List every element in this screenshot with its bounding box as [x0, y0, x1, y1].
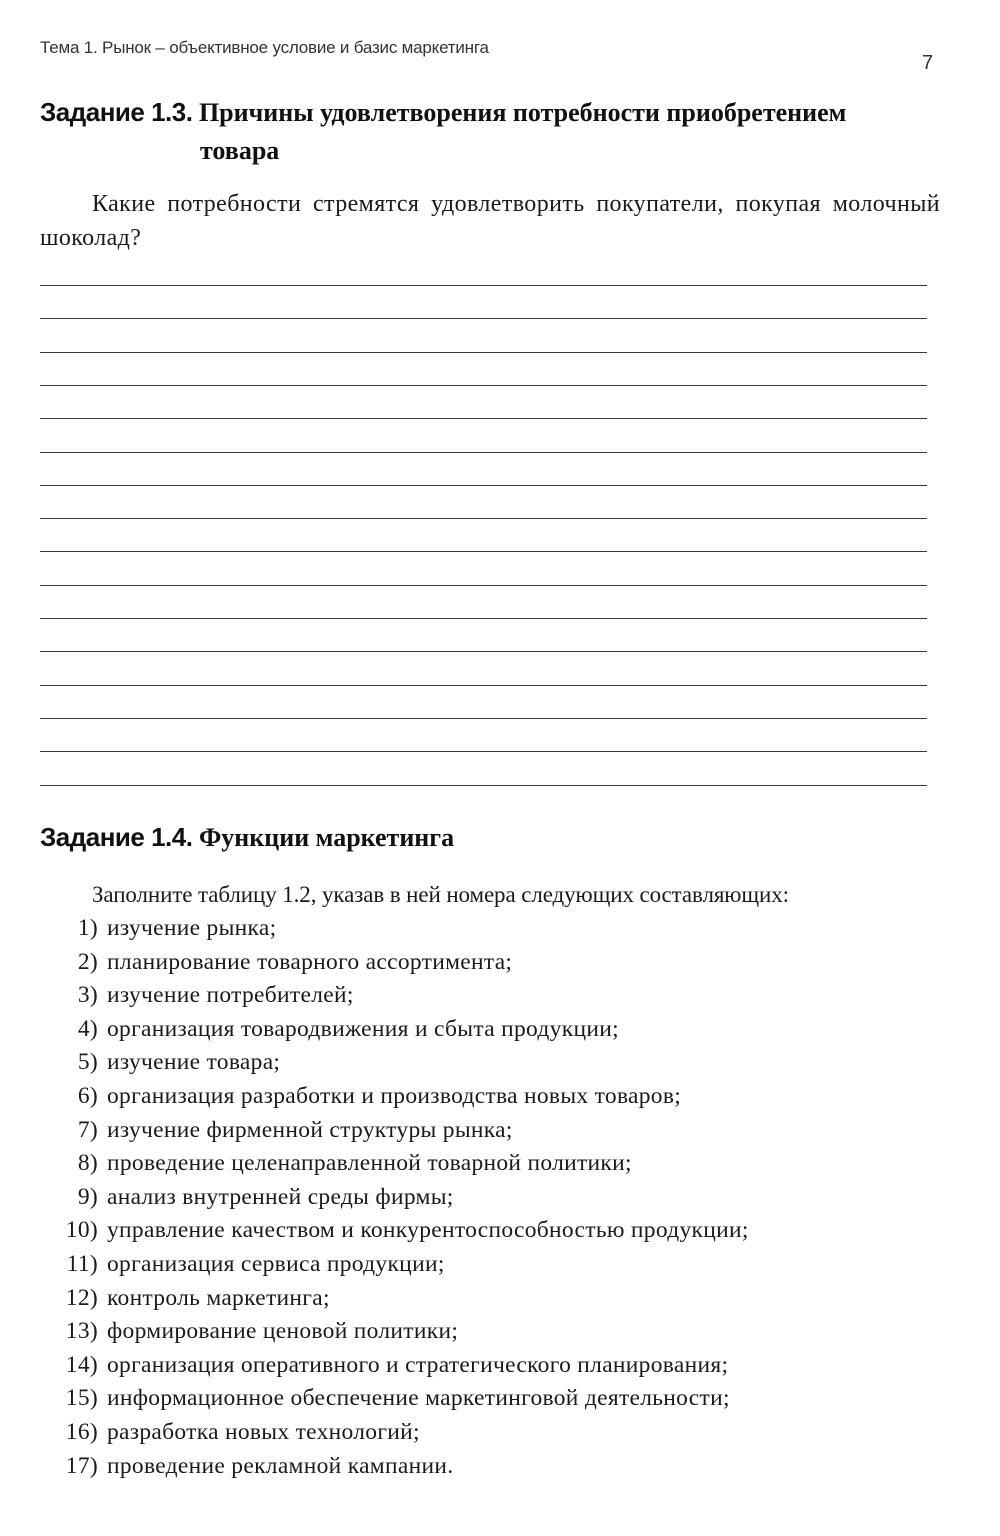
list-item — [40, 1046, 960, 1080]
task-1-4-intro: Заполните таблицу 1.2, указав в ней номера следующих составляющих: — [92, 882, 789, 907]
answer-line[interactable] — [40, 751, 927, 752]
answer-line[interactable] — [40, 485, 927, 486]
task-1-4-title: Функции маркетинга — [198, 823, 455, 852]
list-item — [40, 1181, 960, 1215]
list-item — [40, 912, 960, 946]
list-item — [40, 1248, 960, 1282]
list-item-text: планирование товарного ассортимента; — [107, 948, 513, 975]
list-item-text: управление качеством и конкурентоспособностью продукции; — [107, 1217, 749, 1244]
list-item — [40, 1416, 960, 1450]
list-item-number: 17) — [65, 1452, 98, 1479]
answer-line[interactable] — [40, 385, 927, 386]
list-item-text: формирование ценовой политики; — [107, 1318, 459, 1345]
list-item-text: проведение целенаправленной товарной политики; — [107, 1150, 632, 1177]
list-item — [40, 1114, 960, 1148]
running-head: Тема 1. Рынок – объективное условие и базис маркетинга — [40, 38, 489, 57]
list-item-text: организация товародвижения и сбыта продукции; — [107, 1015, 619, 1042]
answer-line[interactable] — [40, 551, 927, 552]
answer-line[interactable] — [40, 285, 927, 286]
list-item — [40, 979, 960, 1013]
list-item — [40, 1013, 960, 1047]
list-item-number: 16) — [65, 1418, 98, 1445]
answer-line[interactable] — [40, 785, 927, 786]
list-item — [40, 1214, 960, 1248]
list-item-number: 4) — [77, 1015, 98, 1042]
list-item-number: 9) — [77, 1183, 98, 1210]
list-item-number: 12) — [65, 1284, 98, 1311]
task-1-3-question: Какие потребности стремятся удовлетворить покупатели, покупая молочный шоколад? — [40, 191, 940, 251]
list-item-number: 8) — [77, 1150, 98, 1177]
list-item — [40, 1450, 960, 1484]
list-item-number: 15) — [65, 1385, 98, 1412]
list-item — [40, 1080, 960, 1114]
task-1-3-heading — [40, 93, 940, 170]
answer-line[interactable] — [40, 685, 927, 686]
task-1-4-number: Задание 1.4. — [40, 822, 193, 852]
answer-line[interactable] — [40, 418, 927, 419]
list-item-number: 11) — [66, 1250, 98, 1277]
list-item — [40, 1147, 960, 1181]
list-item-text: информационное обеспечение маркетинговой деятельности; — [107, 1385, 730, 1412]
list-item-text: анализ внутренней среды фирмы; — [107, 1183, 454, 1210]
list-item-text: изучение товара; — [107, 1049, 281, 1076]
list-item — [40, 1282, 960, 1316]
list-item — [40, 1315, 960, 1349]
task-1-3-title-line-2: товара — [200, 136, 280, 165]
task-1-3-number: Задание 1.3. — [40, 97, 193, 127]
list-item — [40, 1349, 960, 1383]
answer-line[interactable] — [40, 651, 927, 652]
list-item-number: 13) — [65, 1318, 98, 1345]
list-item-number: 7) — [77, 1116, 98, 1143]
task-1-3-title-line-1: Причины удовлетворения потребности приобретением — [198, 98, 847, 127]
answer-line[interactable] — [40, 352, 927, 353]
task-1-4-heading — [40, 818, 454, 857]
list-item-text: организация разработки и производства новых товаров; — [107, 1082, 682, 1109]
answer-line[interactable] — [40, 318, 927, 319]
list-item-text: организация оперативного и стратегического планирования; — [107, 1351, 729, 1378]
list-item — [40, 1382, 960, 1416]
answer-line[interactable] — [40, 618, 927, 619]
list-item — [40, 946, 960, 980]
answer-lines[interactable] — [40, 285, 927, 795]
list-item-text: разработка новых технологий; — [107, 1418, 420, 1445]
list-item-number: 3) — [77, 982, 98, 1009]
list-item-number: 2) — [77, 948, 98, 975]
list-item-number: 6) — [77, 1082, 98, 1109]
answer-line[interactable] — [40, 718, 927, 719]
page-number: 7 — [922, 52, 934, 74]
list-item-number: 10) — [65, 1217, 98, 1244]
answer-line[interactable] — [40, 585, 927, 586]
list-item-number: 1) — [77, 915, 98, 941]
list-item-text: контроль маркетинга; — [107, 1284, 330, 1311]
list-item-number: 14) — [65, 1351, 98, 1378]
answer-line[interactable] — [40, 452, 927, 453]
list-item-text: изучение фирменной структуры рынка; — [107, 1116, 513, 1143]
list-item-number: 5) — [77, 1049, 98, 1076]
list-item-text: проведение рекламной кампании. — [107, 1452, 454, 1479]
list-item-text: изучение потребителей; — [107, 982, 354, 1009]
list-item-text: изучение рынка; — [107, 915, 277, 941]
component-list — [40, 912, 960, 1483]
list-item-text: организация сервиса продукции; — [107, 1250, 445, 1277]
answer-line[interactable] — [40, 518, 927, 519]
